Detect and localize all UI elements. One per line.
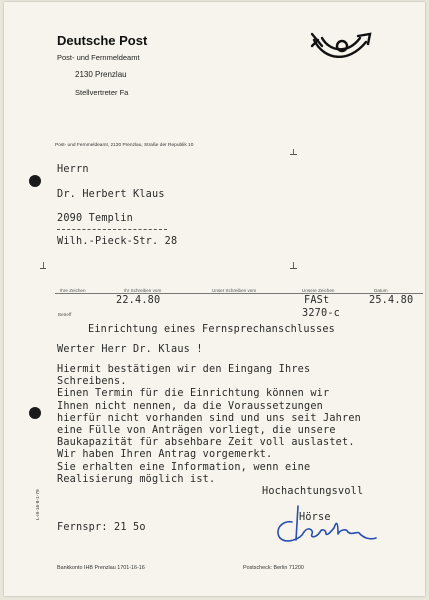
body-line: Hiermit bestätigen wir den Eingang Ihres — [57, 364, 311, 375]
recipient-salutation: Herrn — [57, 164, 89, 175]
reference-row-rule — [55, 293, 423, 294]
label-our-letter: Unser Schreiben vom — [212, 288, 257, 293]
body-line: Einen Termin für die Einrichtung können wir — [57, 388, 330, 400]
letter-date: 25.4.80 — [369, 295, 414, 306]
phone-number: Fernspr: 21 5o — [57, 522, 146, 533]
body-line: Sie erhalten eine Information, wenn eine — [57, 461, 311, 473]
posthorn-logo-icon — [308, 30, 374, 72]
body-line: Realisierung möglich ist. — [57, 473, 216, 485]
label-our-ref: Unsere Zeichen — [302, 288, 335, 293]
body-line: hierfür nicht vorhanden sind und uns seit Jahren — [57, 412, 362, 424]
footer-postal-account: Postscheck: Berlin 71200 — [243, 565, 304, 571]
address-window-mark-h — [290, 154, 297, 155]
body-line: Baukapazität für absehbare Zeit voll auslastet. — [57, 437, 355, 449]
office-name: Post- und Fernmeldeamt — [57, 53, 140, 62]
department-line: Stellvertreter Fa — [75, 88, 129, 97]
body-line: Ihnen nicht nennen, da die Voraussetzungen — [57, 400, 324, 412]
label-your-ref: Ihre Zeichen — [60, 288, 86, 293]
form-code-text: L-III-16-8-1-79 — [36, 489, 41, 520]
sender-return-line: Post- und Fernmeldeamt, 2130 Prenzlau, Straße der Republik 10 — [55, 143, 194, 148]
subject-line: Einrichtung eines Fernsprechanschlusses — [88, 324, 336, 335]
footer-bank-account: Bankkonto IHB Prenzlau 1701-16-16 — [57, 565, 145, 571]
label-your-letter: Ihr Schreiben vom — [124, 288, 162, 293]
punch-hole-top — [29, 175, 41, 187]
body-line: Wir haben Ihren Antrag vorgemerkt. — [57, 449, 273, 461]
fold-mark-left-h — [40, 268, 46, 269]
our-reference-1: FASt — [304, 295, 330, 306]
signer-typed-name: Hörse — [299, 512, 331, 523]
greeting: Werter Herr Dr. Klaus ! — [57, 344, 203, 355]
recipient-street: Wilh.-Pieck-Str. 28 — [57, 236, 178, 247]
their-letter-date: 22.4.80 — [116, 295, 161, 306]
recipient-name: Dr. Herbert Klaus — [57, 189, 165, 200]
office-city: 2130 Prenzlau — [75, 70, 127, 79]
body-line: eine Fülle von Anträgen vorliegt, die unsere — [57, 425, 336, 437]
subject-label: Betreff — [58, 312, 72, 317]
address-dash-line — [57, 229, 167, 230]
fold-mark-right-h — [290, 268, 297, 269]
punch-hole-bottom — [29, 407, 41, 419]
recipient-city: 2090 Templin — [57, 213, 134, 224]
form-code-vertical — [24, 489, 43, 520]
company-name: Deutsche Post — [57, 33, 148, 48]
label-date: Datum — [374, 288, 388, 293]
our-reference-2: 3270-c — [302, 308, 341, 319]
letter-body — [57, 364, 361, 486]
body-line: Schreibens. — [57, 376, 127, 388]
handwritten-signature — [268, 500, 380, 548]
closing-formula: Hochachtungsvoll — [262, 486, 364, 497]
